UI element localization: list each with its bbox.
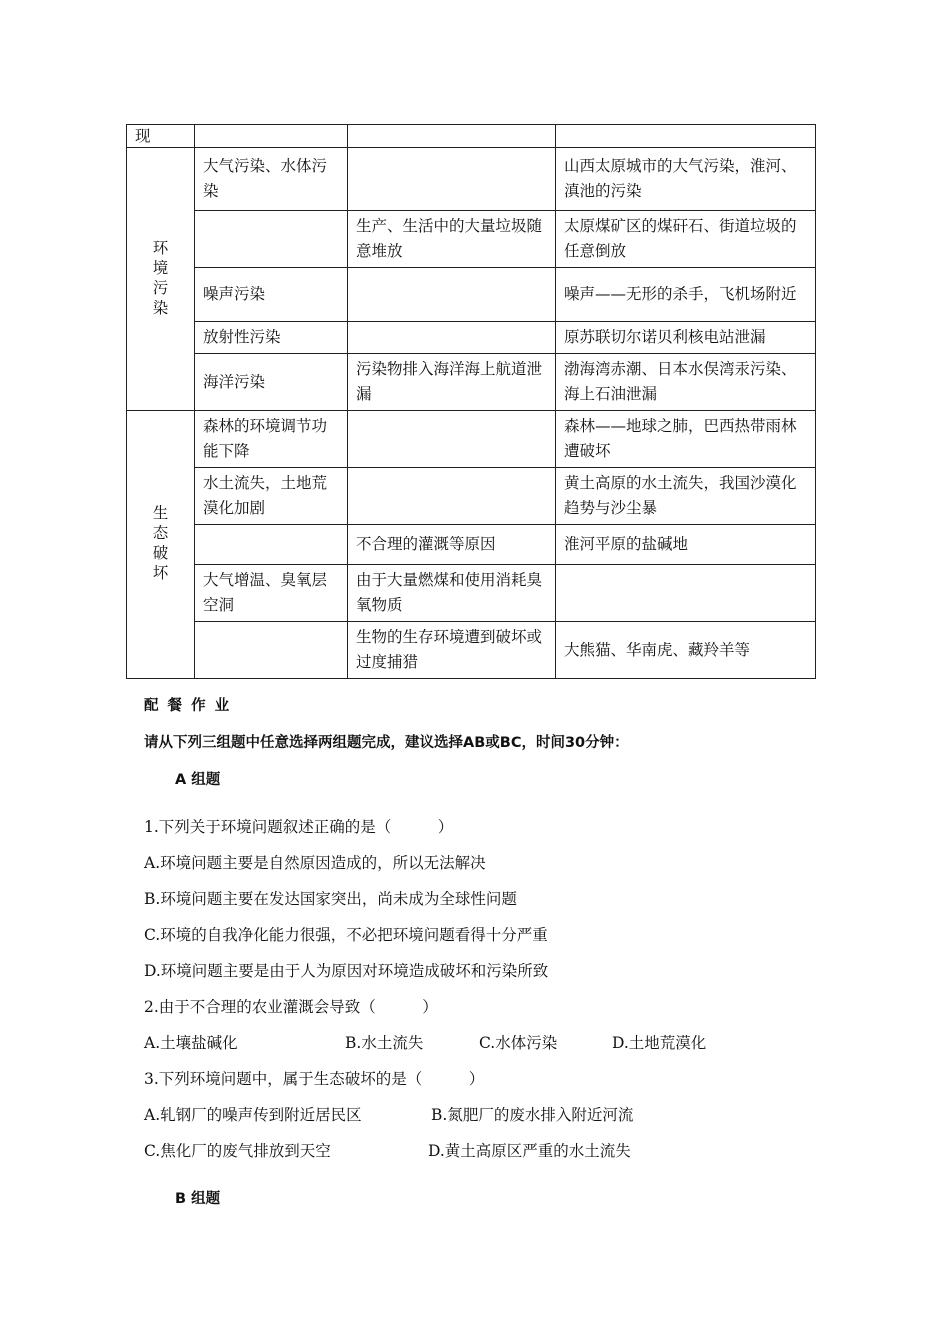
q1-option-a: A.环境问题主要是自然原因造成的，所以无法解决 [144,854,486,872]
category-cell [127,148,195,411]
q2-option-c: C.水体污染 [479,1034,558,1052]
q3-option-d: D.黄土高原区严重的水土流失 [428,1142,631,1160]
environment-problems-table [126,124,816,679]
group-b-heading: B 组题 [175,1191,221,1207]
q1-option-d: D.环境问题主要是由于人为原因对环境造成破坏和污染所致 [144,962,549,980]
type-cell: 海洋污染 [195,354,348,411]
cause-cell: 生产、生活中的大量垃圾随意堆放 [348,211,556,268]
example-cell [556,565,816,622]
type-cell: 大气污染、水体污染 [195,148,348,211]
type-cell: 水土流失，土地荒漠化加剧 [195,468,348,525]
table-row [127,565,816,622]
cause-cell: 污染物排入海洋海上航道泄漏 [348,354,556,411]
type-cell [195,622,348,679]
group-a-heading: A 组题 [175,772,221,788]
table-row [127,322,816,354]
table-row [127,354,816,411]
type-cell [195,211,348,268]
example-cell: 森林——地球之肺，巴西热带雨林遭破坏 [556,411,816,468]
cause-cell: 生物的生存环境遭到破坏或过度捕猎 [348,622,556,679]
example-cell: 噪声——无形的杀手，飞机场附近 [556,268,816,322]
category-label: 生态破坏 [152,504,169,582]
example-cell: 原苏联切尔诺贝利核电站泄漏 [556,322,816,354]
q2-option-a: A.土壤盐碱化 [144,1034,238,1052]
type-cell: 放射性污染 [195,322,348,354]
q1-option-b: B.环境问题主要在发达国家突出，尚未成为全球性问题 [144,890,517,908]
q1-option-c: C.环境的自我净化能力很强，不必把环境问题看得十分严重 [144,926,548,944]
cause-cell: 不合理的灌溉等原因 [348,525,556,565]
category-label: 环境污染 [152,238,169,317]
cause-cell [348,411,556,468]
table-row [127,622,816,679]
q2-stem: 2.由于不合理的农业灌溉会导致（ ） [144,998,438,1016]
homework-instruction: 请从下列三组题中任意选择两组题完成，建议选择AB或BC，时间30分钟： [144,735,629,751]
cause-cell: 由于大量燃煤和使用消耗臭氧物质 [348,565,556,622]
example-cell: 山西太原城市的大气污染，淮河、滇池的污染 [556,148,816,211]
table-row [127,525,816,565]
homework-title: 配 餐 作 业 [144,698,232,714]
q3-option-b: B.氮肥厂的废水排入附近河流 [431,1106,634,1124]
cause-cell [348,322,556,354]
example-cell: 淮河平原的盐碱地 [556,525,816,565]
table-row [127,268,816,322]
q2-option-b: B.水土流失 [345,1034,424,1052]
q1-stem: 1.下列关于环境问题叙述正确的是（ ） [144,818,454,836]
type-cell [195,525,348,565]
example-cell: 大熊猫、华南虎、藏羚羊等 [556,622,816,679]
q3-stem: 3.下列环境问题中，属于生态破坏的是（ ） [144,1070,485,1088]
cause-cell [348,148,556,211]
cause-cell [348,268,556,322]
table-row [127,468,816,525]
table-row [127,211,816,268]
category-cell [127,411,195,679]
q3-option-a: A.轧钢厂的噪声传到附近居民区 [144,1106,362,1124]
table-row [127,411,816,468]
example-cell: 渤海湾赤潮、日本水俣湾汞污染、海上石油泄漏 [556,354,816,411]
q3-option-c: C.焦化厂的废气排放到天空 [144,1142,331,1160]
type-cell: 森林的环境调节功能下降 [195,411,348,468]
cause-cell [348,468,556,525]
q2-option-d: D.土地荒漠化 [612,1034,707,1052]
table-row [127,148,816,211]
type-cell: 大气增温、臭氧层空洞 [195,565,348,622]
table-row [127,125,816,148]
example-cell: 太原煤矿区的煤矸石、街道垃圾的任意倒放 [556,211,816,268]
type-cell: 噪声污染 [195,268,348,322]
header-cell: 现 [127,125,195,148]
example-cell: 黄土高原的水土流失，我国沙漠化趋势与沙尘暴 [556,468,816,525]
